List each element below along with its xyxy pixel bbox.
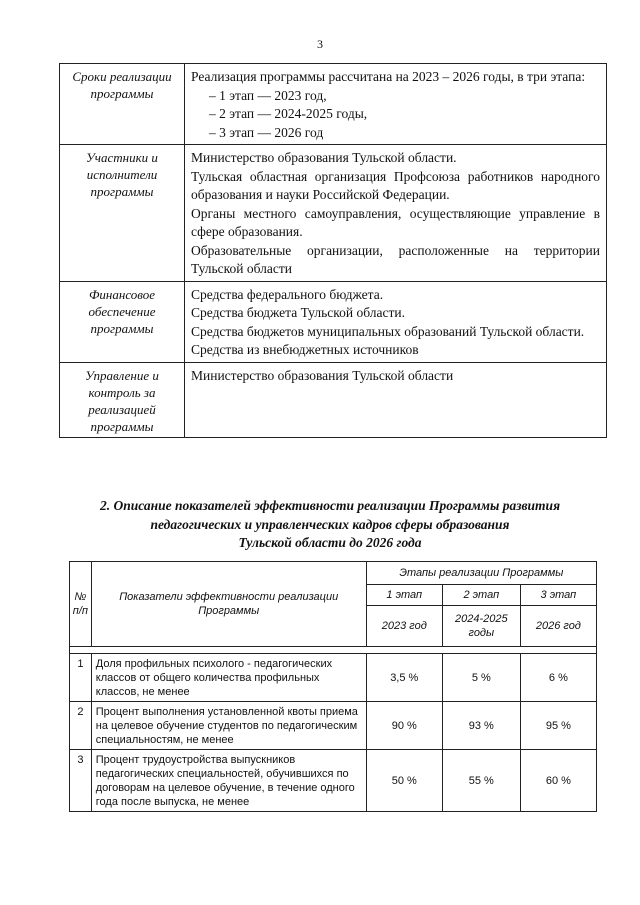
passport-value-line: Министерство образования Тульской области. — [191, 150, 457, 165]
row-number: 3 — [70, 750, 92, 812]
passport-row-label: Участники и исполнители программы — [60, 145, 185, 282]
section-heading-line-1: 2. Описание показателей эффективности реализации Программы развития — [99, 498, 561, 513]
indicators-table — [69, 561, 597, 812]
passport-row-label: Управление и контроль за реализацией программы — [60, 362, 185, 437]
passport-row — [60, 145, 607, 282]
stage-1-value: 90 % — [366, 702, 442, 750]
passport-value-line: Образовательные организации, расположенные на территории Тульской области — [191, 242, 600, 276]
passport-value-line: – 1 этап — 2023 год, — [209, 87, 327, 103]
section-heading-line-3: Тульской области до 2026 года — [238, 535, 422, 550]
stage-2-name: 2 этап — [442, 585, 520, 606]
passport-row — [60, 362, 607, 437]
indicator-name: Процент выполнения установленной квоты приема на целевое обучение студентов по педагогическим специальностям, не менее — [91, 702, 366, 750]
passport-value-line: Средства бюджетов муниципальных образований Тульской области. — [191, 323, 585, 339]
stage-3-value: 95 % — [520, 702, 596, 750]
page-number: 3 — [317, 37, 323, 51]
passport-row — [60, 64, 607, 145]
passport-row — [60, 281, 607, 362]
table-row — [70, 702, 597, 750]
column-header-stages: Этапы реализации Программы — [366, 562, 596, 585]
passport-value-line: Тульская областная организация Профсоюза работников народного образования и науки Российской Федерации. — [191, 168, 600, 202]
stage-1-value: 3,5 % — [366, 654, 442, 702]
passport-value-line: Министерство образования Тульской области — [191, 367, 454, 383]
table-row — [70, 750, 597, 812]
stage-3-value: 60 % — [520, 750, 596, 812]
stage-2-value: 93 % — [442, 702, 520, 750]
program-passport-table — [59, 63, 607, 438]
stage-3-value: 6 % — [520, 654, 596, 702]
stage-1-period: 2023 год — [366, 606, 442, 647]
passport-row-value — [185, 64, 607, 145]
column-header-indicator: Показатели эффективности реализации Программы — [91, 562, 366, 647]
passport-row-label: Сроки реализации программы — [60, 64, 185, 145]
section-heading-line-2: педагогических и управленческих кадров сферы образования — [150, 516, 510, 532]
passport-value-line: Органы местного самоуправления, осуществляющие управление в сфере образования. — [191, 205, 600, 239]
indicator-name: Доля профильных психолого - педагогических классов от общего количества профильных классов, не менее — [91, 654, 366, 702]
row-number: 1 — [70, 654, 92, 702]
passport-row-value — [185, 281, 607, 362]
indicator-name: Процент трудоустройства выпускников педагогических специальностей, обучившихся по договорам на целевое обучение, в течение одного года после выпуска, не менее — [91, 750, 366, 812]
row-number: 2 — [70, 702, 92, 750]
passport-value-line: Средства федерального бюджета. — [191, 286, 384, 302]
passport-value-line: Средства из внебюджетных источников — [191, 342, 419, 357]
stage-2-period: 2024-2025 годы — [442, 606, 520, 647]
passport-row-value — [185, 145, 607, 282]
passport-row-value — [185, 362, 607, 437]
stage-2-value: 5 % — [442, 654, 520, 702]
section-heading — [40, 497, 620, 553]
stage-1-value: 50 % — [366, 750, 442, 812]
stage-1-name: 1 этап — [366, 585, 442, 606]
column-header-number: № п/п — [70, 562, 92, 647]
passport-row-label: Финансовое обеспечение программы — [60, 281, 185, 362]
passport-value-line: – 3 этап — 2026 год — [209, 124, 324, 140]
passport-value-line: Реализация программы рассчитана на 2023 – 2026 годы, в три этапа: — [191, 69, 586, 84]
table-row — [70, 654, 597, 702]
stage-3-period: 2026 год — [520, 606, 596, 647]
stage-3-name: 3 этап — [520, 585, 596, 606]
passport-value-line: – 2 этап — 2024-2025 годы, — [209, 106, 368, 121]
stage-2-value: 55 % — [442, 750, 520, 812]
passport-value-line: Средства бюджета Тульской области. — [191, 305, 405, 320]
